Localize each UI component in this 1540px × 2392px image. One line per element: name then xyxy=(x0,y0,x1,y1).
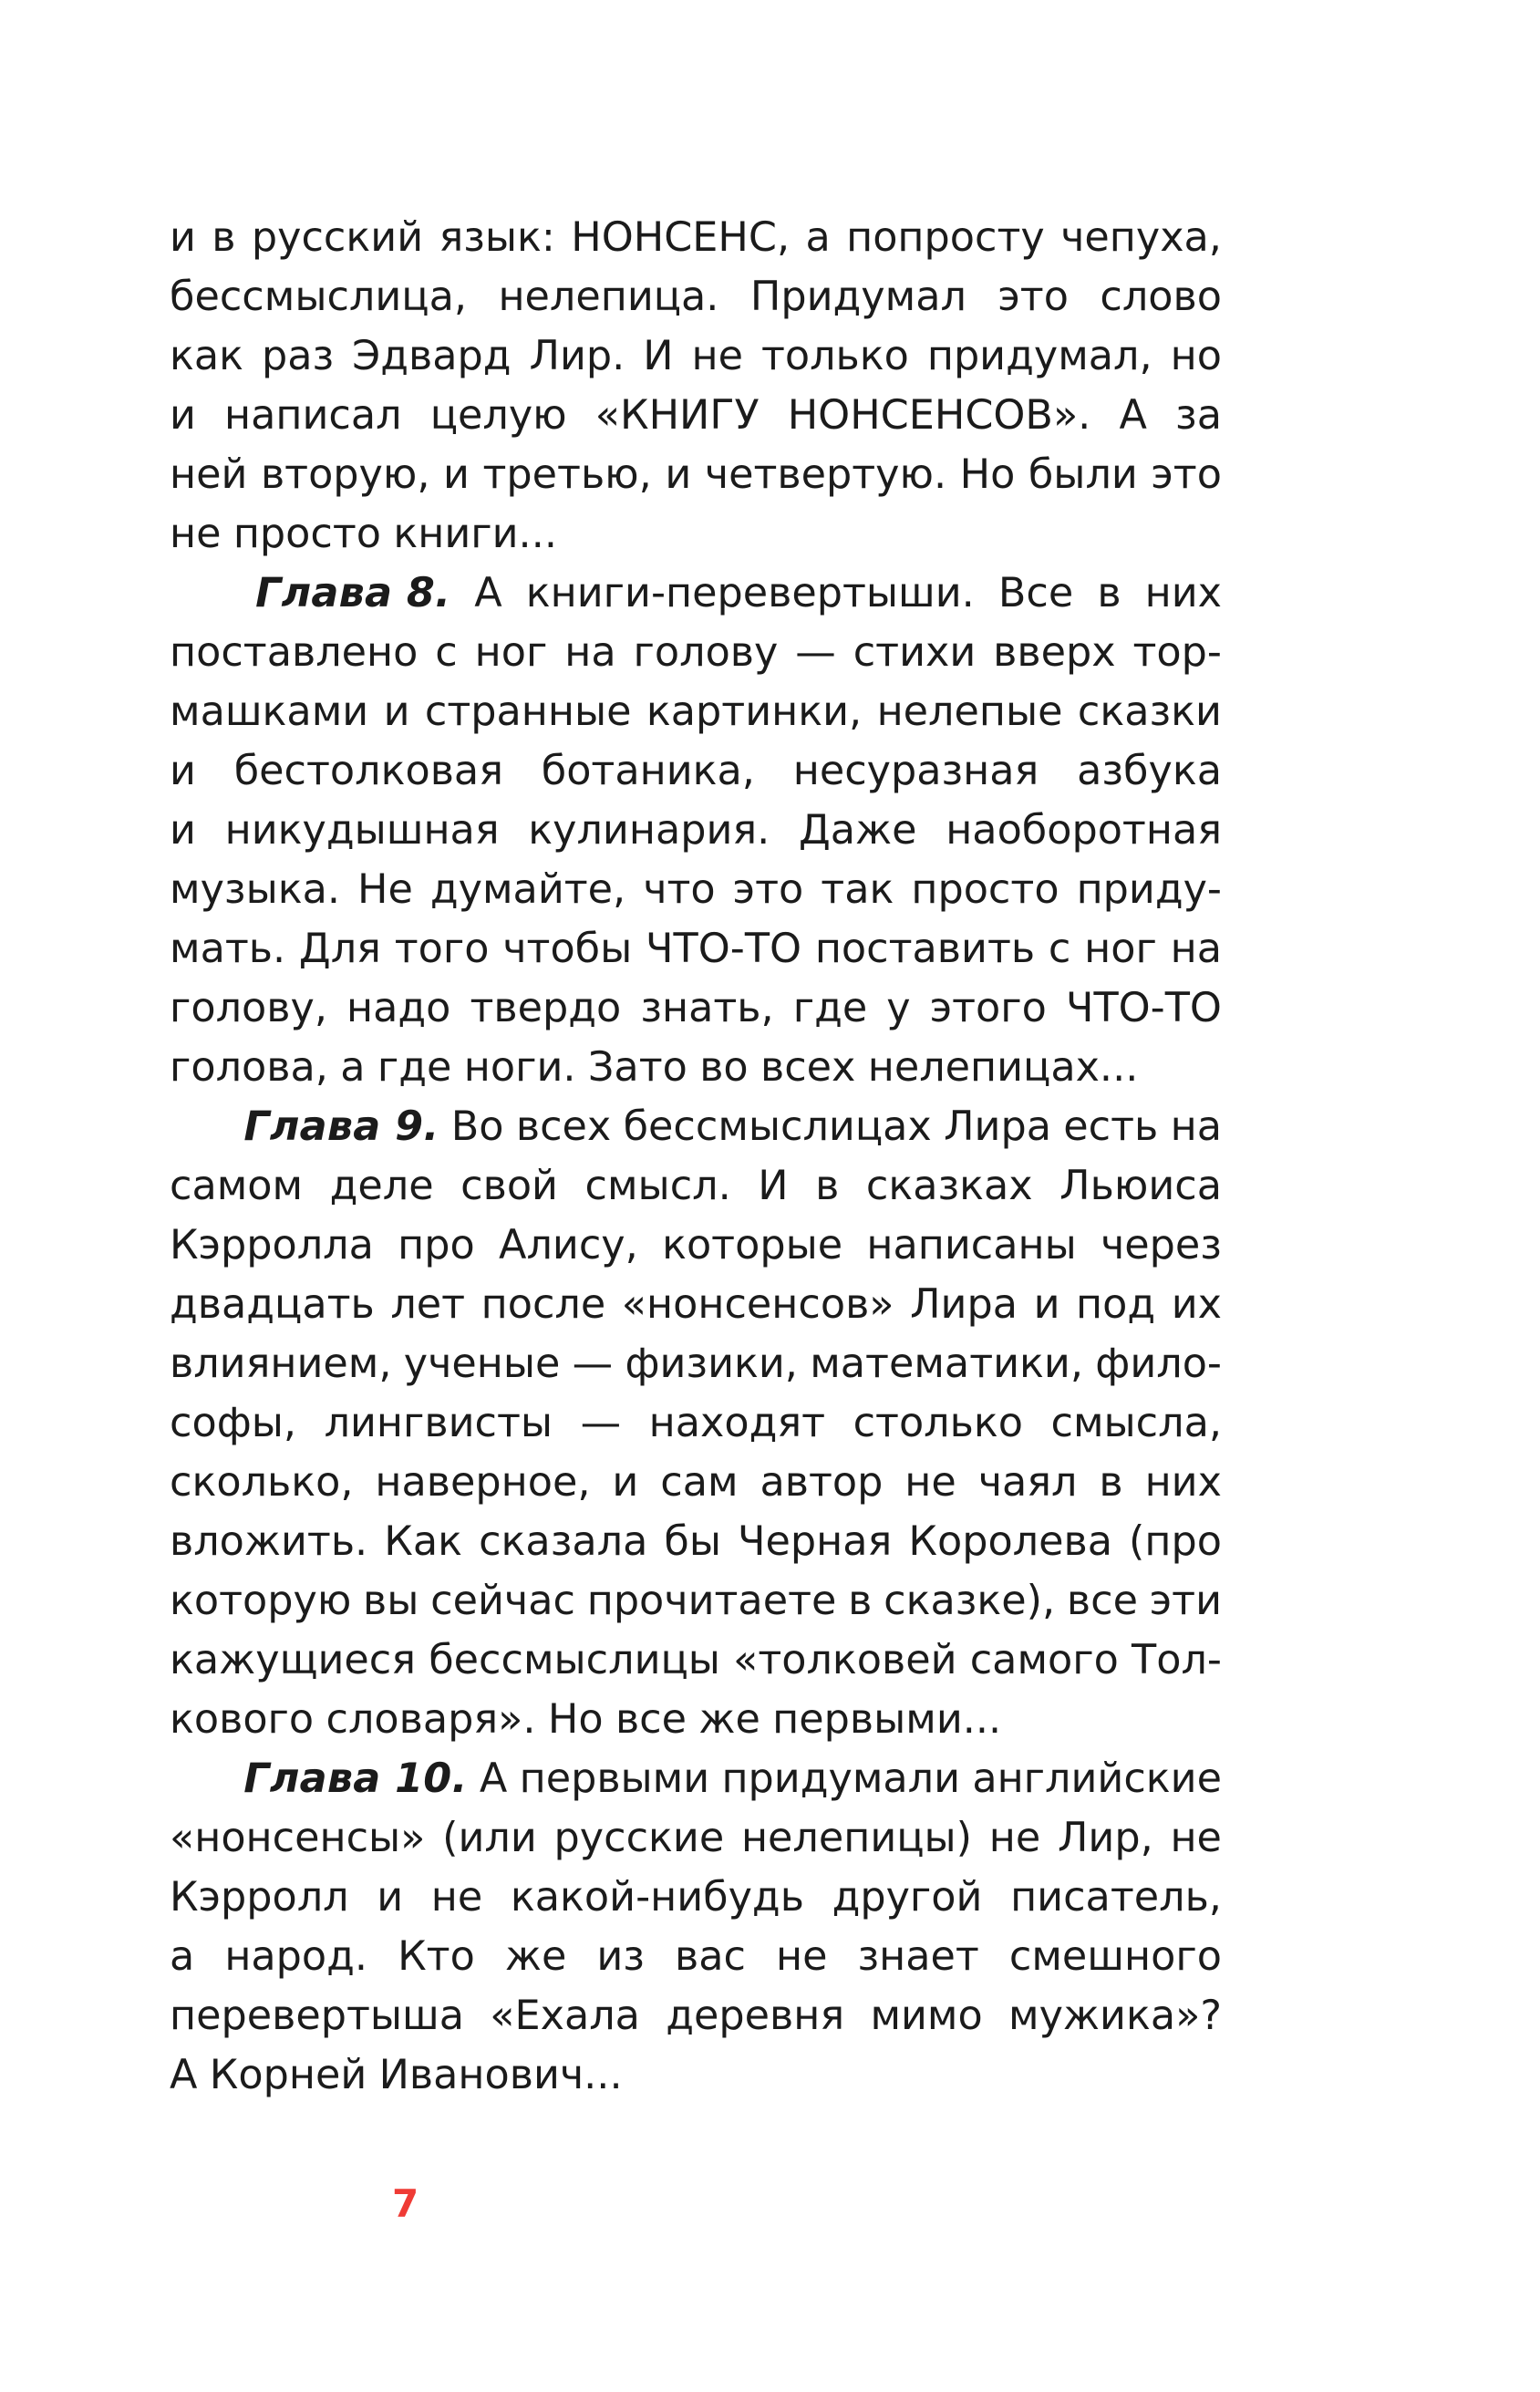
word: не xyxy=(170,511,222,557)
word: физики, xyxy=(625,1341,798,1387)
word: за xyxy=(1175,392,1222,439)
word: целую xyxy=(429,392,567,439)
word: Черная xyxy=(738,1518,893,1565)
word: музыка. xyxy=(170,866,340,913)
word: в xyxy=(815,1163,840,1209)
text-line xyxy=(170,682,1222,741)
word: кового xyxy=(170,1696,315,1743)
word: вверх xyxy=(993,629,1116,676)
chapter-marker: Глава 8. xyxy=(255,570,451,616)
word: лет xyxy=(390,1281,466,1328)
text-line xyxy=(170,445,1222,504)
word: вложить. xyxy=(170,1518,368,1565)
word: первыми xyxy=(519,1755,710,1802)
word: просто xyxy=(233,511,382,557)
word: их xyxy=(1171,1281,1222,1328)
word: сказки xyxy=(1077,689,1222,735)
word: только xyxy=(760,333,909,379)
word: А xyxy=(170,2052,198,2098)
word: ног xyxy=(474,629,548,676)
word: этого xyxy=(929,985,1047,1031)
word: написал xyxy=(224,392,402,439)
word: словаря». xyxy=(326,1696,536,1743)
word: картинки, xyxy=(646,689,863,735)
word: и xyxy=(170,214,196,261)
word: на xyxy=(564,629,616,676)
word: Во xyxy=(450,1103,504,1150)
text-line xyxy=(170,326,1222,386)
word: ноги. xyxy=(463,1044,576,1091)
word: слово xyxy=(1100,274,1222,320)
word: писатель, xyxy=(1010,1874,1222,1921)
word: Лир, xyxy=(1057,1815,1153,1861)
page-number: 7 xyxy=(392,2181,419,2226)
text-line xyxy=(170,1216,1222,1275)
word: с xyxy=(1048,926,1071,972)
paragraph-intro xyxy=(170,208,1222,564)
paragraph-chapter-9 xyxy=(170,1097,1222,1749)
word: деревня xyxy=(666,1993,845,2039)
text-line xyxy=(170,741,1222,801)
text-line xyxy=(170,860,1222,919)
word: так xyxy=(821,866,894,913)
word: во xyxy=(699,1044,749,1091)
text-line xyxy=(170,1690,1222,1749)
word: Но xyxy=(547,1696,604,1743)
text-line xyxy=(170,2045,1222,2105)
word: знать, xyxy=(640,985,774,1031)
word: Все xyxy=(997,570,1074,616)
word: все xyxy=(615,1696,687,1743)
word: русский xyxy=(251,214,424,261)
word: того xyxy=(394,926,490,972)
word: у xyxy=(886,985,911,1031)
word: язык: xyxy=(439,214,555,261)
word: Лира xyxy=(910,1281,1018,1328)
word: лингвисты xyxy=(324,1400,553,1446)
word: наоборотная xyxy=(946,807,1222,854)
text-line xyxy=(170,1038,1222,1097)
word: бессмыслицы xyxy=(429,1637,720,1683)
text-line xyxy=(170,919,1222,979)
text-line-with-chapter-marker xyxy=(170,564,1222,623)
word: раз xyxy=(262,333,335,379)
word: Даже xyxy=(799,807,917,854)
word: самом xyxy=(170,1163,304,1209)
text-line xyxy=(170,1927,1222,1986)
word: смешного xyxy=(1008,1933,1222,1980)
word: про xyxy=(398,1222,475,1268)
word: из xyxy=(596,1933,645,1980)
word: НОНСЕНС, xyxy=(571,214,791,261)
text-line xyxy=(170,386,1222,445)
word: Эдвард xyxy=(352,333,512,379)
word: сказала xyxy=(479,1518,648,1565)
text-line xyxy=(170,1571,1222,1631)
word: Не xyxy=(357,866,413,913)
word: сказках xyxy=(865,1163,1033,1209)
word: придумали xyxy=(721,1755,961,1802)
word: после xyxy=(481,1281,606,1328)
word: что xyxy=(643,866,716,913)
word: ЧТО-ТО xyxy=(1065,985,1222,1031)
word: двадцать xyxy=(170,1281,375,1328)
word: чтобы xyxy=(502,926,633,972)
word: не xyxy=(988,1815,1041,1861)
word: странные xyxy=(424,689,632,735)
word: какой-нибудь xyxy=(510,1874,804,1921)
text-line xyxy=(170,1453,1222,1512)
word: — xyxy=(580,1400,622,1446)
word: них xyxy=(1144,570,1222,616)
word: не xyxy=(691,333,743,379)
word: них xyxy=(1144,1459,1222,1506)
word: поставлено xyxy=(170,629,419,676)
word: Для xyxy=(298,926,381,972)
word: Как xyxy=(384,1518,463,1565)
word: в xyxy=(1097,570,1121,616)
word: всех xyxy=(515,1103,612,1150)
word: а xyxy=(340,1044,366,1091)
word: это xyxy=(997,274,1069,320)
word: вторую, xyxy=(260,451,430,498)
word: есть xyxy=(1063,1103,1159,1150)
word: мимо xyxy=(870,1993,983,2039)
word: Льюиса xyxy=(1059,1163,1222,1209)
text-line xyxy=(170,623,1222,682)
word: Придумал xyxy=(749,274,966,320)
word: были xyxy=(1028,451,1138,498)
word: на xyxy=(1170,926,1222,972)
word: попросту xyxy=(846,214,1045,261)
word: мужика»? xyxy=(1008,1993,1222,2039)
text-line xyxy=(170,801,1222,860)
paragraph-indent xyxy=(170,1097,232,1156)
word: сказке), xyxy=(884,1578,1056,1624)
chapter-marker: Глава 10. xyxy=(243,1755,468,1802)
word: столько xyxy=(853,1400,1023,1446)
word: свой xyxy=(460,1163,558,1209)
word: чепуха, xyxy=(1060,214,1222,261)
word: сейчас xyxy=(430,1578,575,1624)
word: и xyxy=(612,1459,639,1506)
word: И xyxy=(643,333,674,379)
word: но xyxy=(1170,333,1222,379)
text-line xyxy=(170,979,1222,1038)
word: которую xyxy=(170,1578,352,1624)
word: деле xyxy=(329,1163,434,1209)
text-line xyxy=(170,267,1222,326)
word: твердо xyxy=(470,985,622,1031)
word: в xyxy=(848,1578,873,1624)
word: все xyxy=(1066,1578,1138,1624)
word: — xyxy=(572,1341,614,1387)
word: «Ехала xyxy=(490,1993,640,2039)
paragraph-chapter-10 xyxy=(170,1749,1222,2105)
word: вас xyxy=(675,1933,746,1980)
word: и xyxy=(170,807,196,854)
word: вы xyxy=(363,1578,419,1624)
word: другой xyxy=(832,1874,983,1921)
word: в xyxy=(1099,1459,1123,1506)
word: Алису, xyxy=(499,1222,638,1268)
word: нелепые xyxy=(876,689,1063,735)
text-line xyxy=(170,504,1222,564)
word: софы, xyxy=(170,1400,297,1446)
word: книги... xyxy=(393,511,557,557)
word: — xyxy=(795,629,836,676)
word: тор- xyxy=(1132,629,1222,676)
word: «КНИГУ xyxy=(594,392,760,439)
word: И xyxy=(758,1163,789,1209)
word: ученые xyxy=(403,1341,561,1387)
word: не xyxy=(904,1459,956,1506)
word: голову, xyxy=(170,985,327,1031)
word: А xyxy=(479,1755,508,1802)
word: и xyxy=(383,689,410,735)
word: надо xyxy=(346,985,451,1031)
word: на xyxy=(1170,1103,1222,1150)
word: Иванович... xyxy=(378,2052,623,2098)
word: английские xyxy=(972,1755,1222,1802)
word: нелепицах... xyxy=(867,1044,1139,1091)
word: с xyxy=(435,629,458,676)
word: и xyxy=(1033,1281,1060,1328)
word: не xyxy=(430,1874,483,1921)
word: кажущиеся xyxy=(170,1637,417,1683)
word: «нонсенсов» xyxy=(621,1281,894,1328)
word: Кэрролл xyxy=(170,1874,349,1921)
word: Зато xyxy=(587,1044,687,1091)
text-line xyxy=(170,1631,1222,1690)
word: (про xyxy=(1129,1518,1222,1565)
word: четвертую. xyxy=(704,451,947,498)
word: где xyxy=(377,1044,452,1091)
word: и xyxy=(665,451,692,498)
word: ней xyxy=(170,451,248,498)
word: же xyxy=(504,1933,567,1980)
word: голова, xyxy=(170,1044,328,1091)
word: не xyxy=(776,1933,828,1980)
word: не xyxy=(1170,1815,1222,1861)
word: Королева xyxy=(908,1518,1112,1565)
word: и xyxy=(377,1874,404,1921)
word: фило- xyxy=(1095,1341,1222,1387)
word: стихи xyxy=(853,629,977,676)
text-line xyxy=(170,1512,1222,1571)
word: «нонсенсы» xyxy=(170,1815,426,1861)
word: машками xyxy=(170,689,369,735)
word: которые xyxy=(662,1222,843,1268)
text-line xyxy=(170,1334,1222,1393)
text-line xyxy=(170,208,1222,267)
word: Тол- xyxy=(1132,1637,1222,1683)
word: бы xyxy=(664,1518,721,1565)
word: придумал, xyxy=(926,333,1152,379)
word: и xyxy=(170,392,196,439)
word: Лир. xyxy=(529,333,625,379)
word: чаял xyxy=(977,1459,1078,1506)
word: никудышная xyxy=(224,807,500,854)
word: Но xyxy=(959,451,1016,498)
word: Кэрролла xyxy=(170,1222,374,1268)
text-line xyxy=(170,1275,1222,1334)
word: книги-перевертыши. xyxy=(525,570,975,616)
word: несуразная xyxy=(792,748,1039,794)
word: находят xyxy=(648,1400,826,1446)
word: бессмыслицах xyxy=(623,1103,932,1150)
word: НОНСЕНСОВ». xyxy=(787,392,1091,439)
word: азбука xyxy=(1077,748,1222,794)
word: А xyxy=(474,570,502,616)
word: бессмыслица, xyxy=(170,274,467,320)
text-line-with-chapter-marker xyxy=(170,1749,1222,1808)
word: Корней xyxy=(209,2052,367,2098)
word: третью, xyxy=(482,451,652,498)
word: и xyxy=(170,748,196,794)
word: ног xyxy=(1084,926,1157,972)
word: написаны xyxy=(866,1222,1077,1268)
paragraph-indent xyxy=(170,1749,232,1808)
word: под xyxy=(1076,1281,1156,1328)
word: сам xyxy=(660,1459,739,1506)
word: где xyxy=(792,985,868,1031)
paragraph-indent xyxy=(170,564,232,623)
word: через xyxy=(1101,1222,1222,1268)
word: А xyxy=(1119,392,1147,439)
text-line xyxy=(170,1868,1222,1927)
text-line-with-chapter-marker xyxy=(170,1097,1222,1156)
word: наверное, xyxy=(375,1459,591,1506)
word: автор xyxy=(760,1459,884,1506)
word: а xyxy=(805,214,831,261)
text-line xyxy=(170,1156,1222,1216)
word: просто xyxy=(911,866,1059,913)
word: мать. xyxy=(170,926,286,972)
word: ботаника, xyxy=(541,748,755,794)
word: кулинария. xyxy=(528,807,770,854)
word: как xyxy=(170,333,244,379)
paragraph-chapter-8 xyxy=(170,564,1222,1097)
word: поставить xyxy=(814,926,1036,972)
word: влиянием, xyxy=(170,1341,392,1387)
text-line xyxy=(170,1393,1222,1453)
word: нелепица. xyxy=(498,274,719,320)
text-line xyxy=(170,1808,1222,1868)
word: математики, xyxy=(810,1341,1083,1387)
word: приду- xyxy=(1076,866,1222,913)
word: смысл. xyxy=(584,1163,731,1209)
word: в xyxy=(212,214,236,261)
word: же xyxy=(698,1696,760,1743)
word: первыми... xyxy=(772,1696,1002,1743)
word: «толковей xyxy=(733,1637,957,1683)
word: народ. xyxy=(224,1933,368,1980)
word: перевертыша xyxy=(170,1993,464,2039)
word: знает xyxy=(857,1933,979,1980)
word: бестолковая xyxy=(233,748,503,794)
word: прочитаете xyxy=(586,1578,837,1624)
word: голову xyxy=(633,629,779,676)
word: (или xyxy=(442,1815,537,1861)
word: и xyxy=(443,451,470,498)
text-line xyxy=(170,1986,1222,2045)
word: ЧТО-ТО xyxy=(646,926,802,972)
chapter-marker: Глава 9. xyxy=(243,1103,439,1150)
word: самого xyxy=(969,1637,1119,1683)
word: Лира xyxy=(944,1103,1051,1150)
word: это xyxy=(732,866,804,913)
word: русские xyxy=(553,1815,725,1861)
word: сколько, xyxy=(170,1459,354,1506)
word: это xyxy=(1151,451,1222,498)
word: а xyxy=(170,1933,195,1980)
word: нелепицы) xyxy=(740,1815,973,1861)
page-text-column xyxy=(170,208,1222,2105)
word: всех xyxy=(760,1044,856,1091)
word: думайте, xyxy=(429,866,626,913)
word: смысла, xyxy=(1050,1400,1222,1446)
word: Кто xyxy=(398,1933,475,1980)
word: эти xyxy=(1149,1578,1222,1624)
